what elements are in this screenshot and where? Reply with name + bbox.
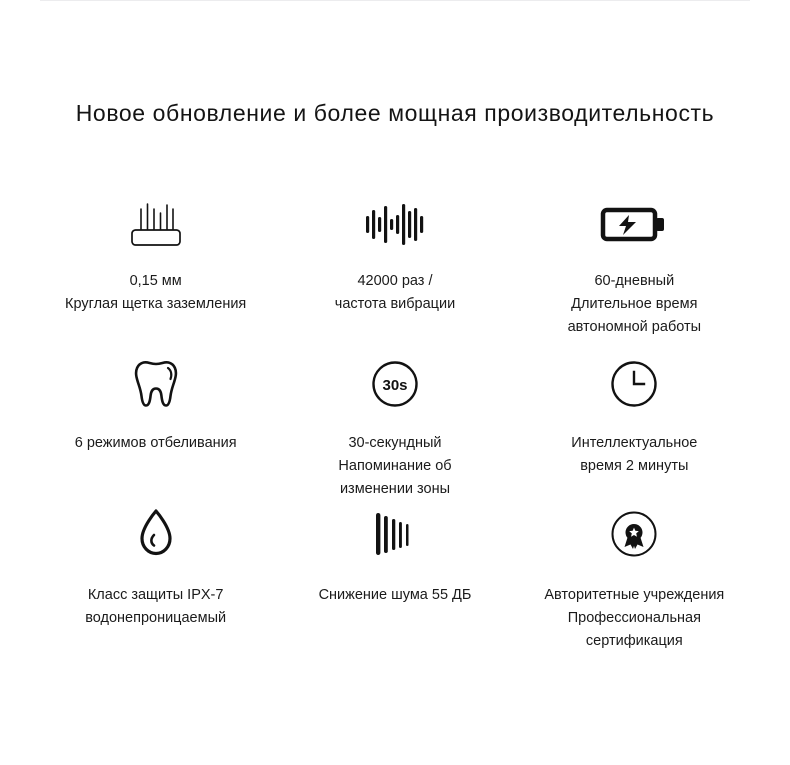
brush-bristles-icon: [124, 196, 188, 252]
feature-item-certification: [515, 506, 754, 666]
caption-line: 6 режимов отбеливания: [74, 435, 237, 451]
caption-line: 60-дневный: [594, 273, 675, 289]
noise-bars-icon: [374, 506, 416, 562]
thirty-seconds-circle-icon: [370, 356, 420, 412]
feature-caption: [319, 584, 472, 607]
feature-item-whitening: [36, 356, 275, 506]
feature-item-brush: [36, 196, 275, 356]
clock-icon: [609, 356, 659, 412]
feature-grid: [36, 196, 754, 666]
feature-caption: [65, 270, 246, 316]
feature-item-noise: [275, 506, 514, 666]
battery-charge-icon: [599, 196, 669, 252]
feature-caption: [568, 270, 701, 339]
feature-item-battery: [515, 196, 754, 356]
feature-item-zone-reminder: [275, 356, 514, 506]
feature-caption: [85, 584, 226, 630]
feature-caption: [571, 432, 697, 478]
caption-line: Профессиональная: [567, 610, 701, 626]
caption-line: изменении зоны: [339, 481, 451, 497]
feature-item-smart-timer: [515, 356, 754, 506]
caption-line: Авторитетные учреждения: [544, 587, 725, 603]
feature-item-waterproof: [36, 506, 275, 666]
caption-line: Интеллектуальное: [571, 435, 698, 451]
tooth-icon: [132, 356, 180, 412]
feature-item-vibration: [275, 196, 514, 356]
top-divider: [40, 0, 750, 1]
water-drop-icon: [134, 506, 178, 562]
caption-line: водонепроницаемый: [85, 610, 227, 626]
caption-line: частота вибрации: [334, 296, 456, 312]
feature-caption: [75, 432, 237, 455]
feature-caption: [338, 432, 451, 501]
thirty-seconds-label: 30s: [382, 377, 408, 394]
feature-caption: [544, 584, 724, 653]
caption-line: Снижение шума 55 ДБ: [318, 587, 472, 603]
caption-line: Длительное время: [571, 296, 698, 312]
caption-line: автономной работы: [567, 319, 702, 335]
caption-line: время 2 минуты: [580, 458, 689, 474]
page-title: Новое обновление и более мощная производительность: [75, 100, 715, 126]
caption-line: 42000 раз /: [357, 273, 433, 289]
caption-line: 0,15 мм: [129, 273, 182, 289]
vibration-waveform-icon: [364, 196, 426, 252]
caption-line: Класс защиты IPX-7: [87, 587, 224, 603]
caption-line: 30-секундный: [348, 435, 442, 451]
award-badge-icon: [609, 506, 659, 562]
caption-line: Напоминание об: [338, 458, 452, 474]
feature-caption: [335, 270, 455, 316]
caption-line: Круглая щетка заземления: [65, 296, 247, 312]
caption-line: сертификация: [585, 633, 683, 649]
